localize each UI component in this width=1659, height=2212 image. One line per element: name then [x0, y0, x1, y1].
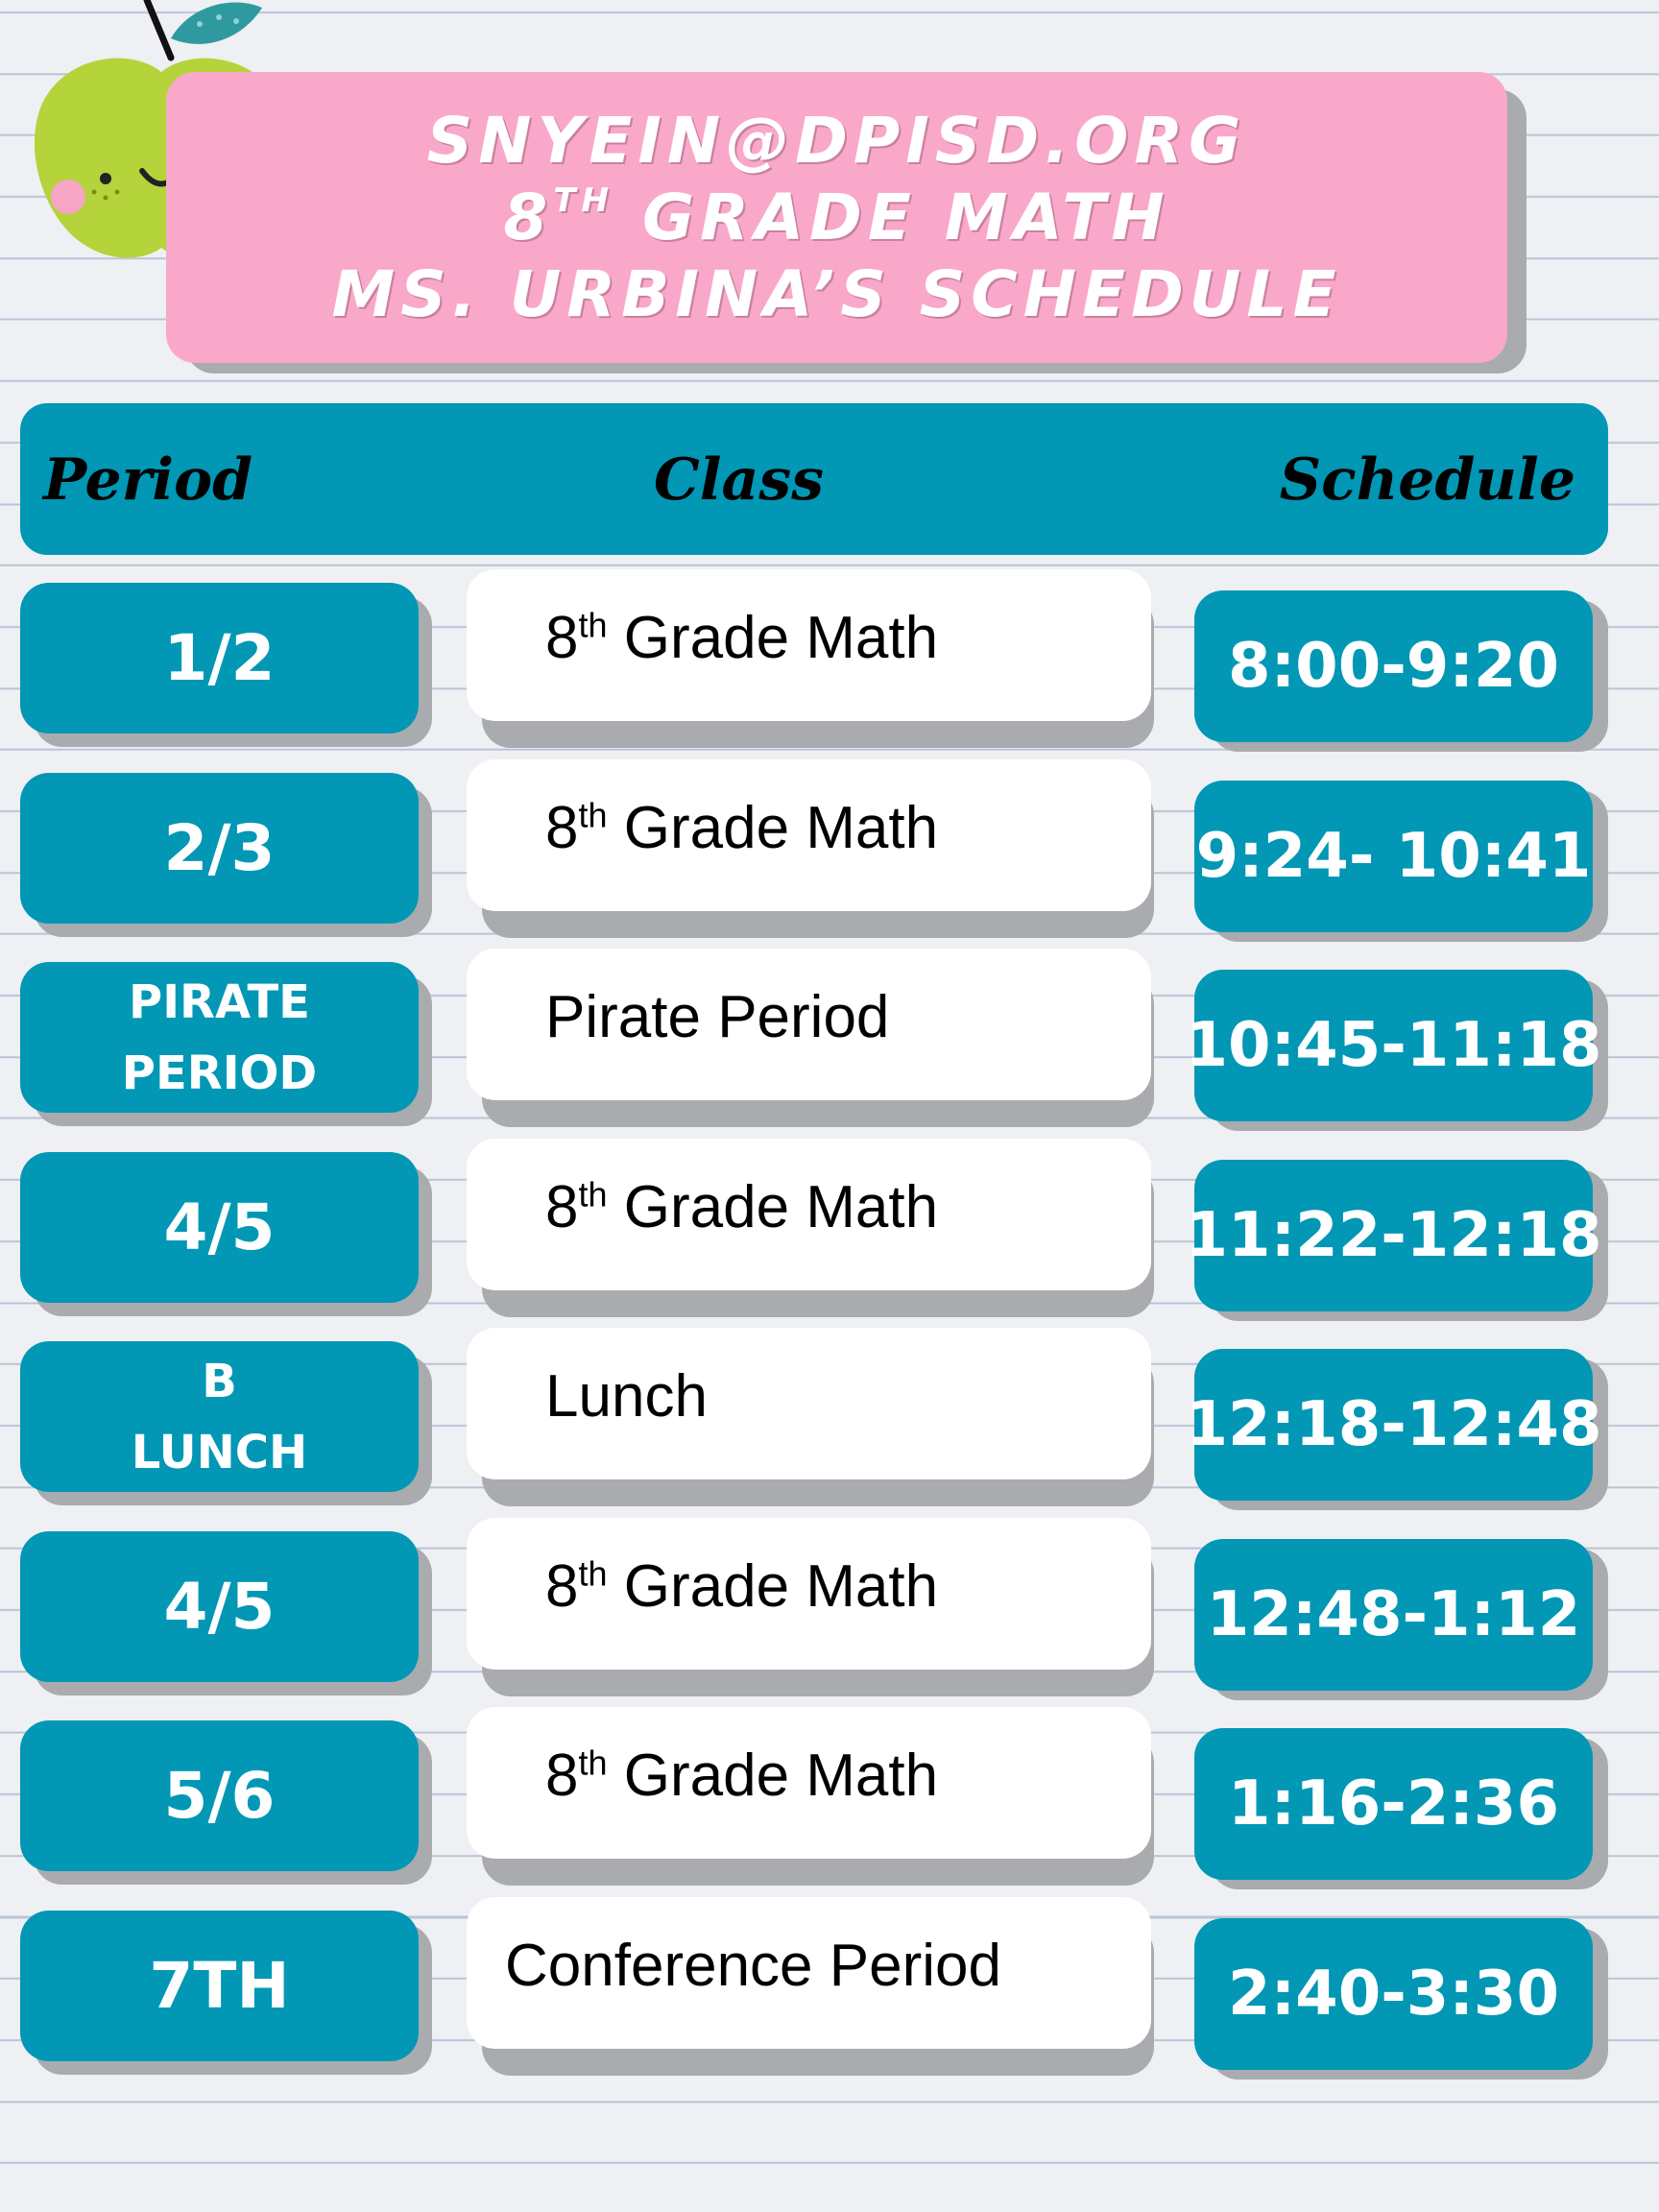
period-label: 1/2 [163, 621, 276, 695]
header-banner [166, 72, 1507, 363]
class-cell [467, 1139, 1151, 1290]
period-cell [20, 1720, 419, 1871]
time-range: 1:16-2:36 [1228, 1768, 1559, 1839]
email-text: SNYEIN@DPISD.ORG [426, 103, 1247, 178]
class-name: 8th Grade Math [545, 605, 939, 671]
schedule-column-header: Schedule [1279, 446, 1575, 514]
period-cell [20, 962, 419, 1113]
class-cell [467, 949, 1151, 1100]
class-cell [467, 759, 1151, 911]
time-range: 9:24- 10:41 [1195, 821, 1592, 892]
period-cell [20, 583, 419, 733]
time-cell [1194, 1539, 1593, 1691]
period-cell [20, 1911, 419, 2061]
period-cell [20, 1152, 419, 1303]
period-label: 4/5 [163, 1190, 276, 1264]
class-name: Lunch [545, 1363, 708, 1430]
period-label: 2/3 [163, 811, 276, 885]
period-label: B [202, 1354, 237, 1408]
class-cell [467, 569, 1151, 721]
page-title: MS. URBINA’S SCHEDULE [331, 256, 1342, 331]
class-column-header: Class [654, 446, 824, 514]
class-name: 8th Grade Math [545, 795, 939, 861]
class-cell [467, 1707, 1151, 1859]
time-cell [1185, 1160, 1602, 1311]
period-label: LUNCH [131, 1425, 308, 1479]
time-range: 10:45-11:18 [1185, 1010, 1602, 1081]
time-range: 12:48-1:12 [1206, 1579, 1581, 1650]
class-cell [467, 1518, 1151, 1670]
period-label: PIRATE [129, 974, 310, 1029]
class-cell [467, 1897, 1151, 2049]
time-cell [1194, 781, 1593, 932]
period-label: 5/6 [163, 1759, 276, 1833]
time-range: 11:22-12:18 [1185, 1200, 1602, 1271]
period-label: 7TH [149, 1949, 290, 2023]
class-name: Conference Period [505, 1933, 1001, 1999]
time-cell [1194, 590, 1593, 742]
time-cell [1185, 970, 1602, 1121]
time-range: 2:40-3:30 [1228, 1959, 1559, 2030]
period-cell [20, 1341, 419, 1492]
period-label: PERIOD [121, 1046, 318, 1100]
time-cell [1194, 1728, 1593, 1880]
time-cell [1185, 1349, 1602, 1501]
period-cell [20, 1531, 419, 1682]
class-name: 8th Grade Math [545, 1743, 939, 1809]
course-title: 8TH GRADE MATH [503, 180, 1170, 254]
time-range: 8:00-9:20 [1228, 631, 1559, 702]
class-name: Pirate Period [545, 984, 890, 1050]
period-cell [20, 773, 419, 924]
class-cell [467, 1328, 1151, 1479]
class-name: 8th Grade Math [545, 1174, 939, 1240]
time-cell [1194, 1918, 1593, 2070]
period-column-header: Period [43, 446, 253, 514]
time-range: 12:18-12:48 [1185, 1389, 1602, 1460]
period-label: 4/5 [163, 1570, 276, 1644]
table-header [20, 403, 1608, 555]
class-name: 8th Grade Math [545, 1553, 939, 1620]
